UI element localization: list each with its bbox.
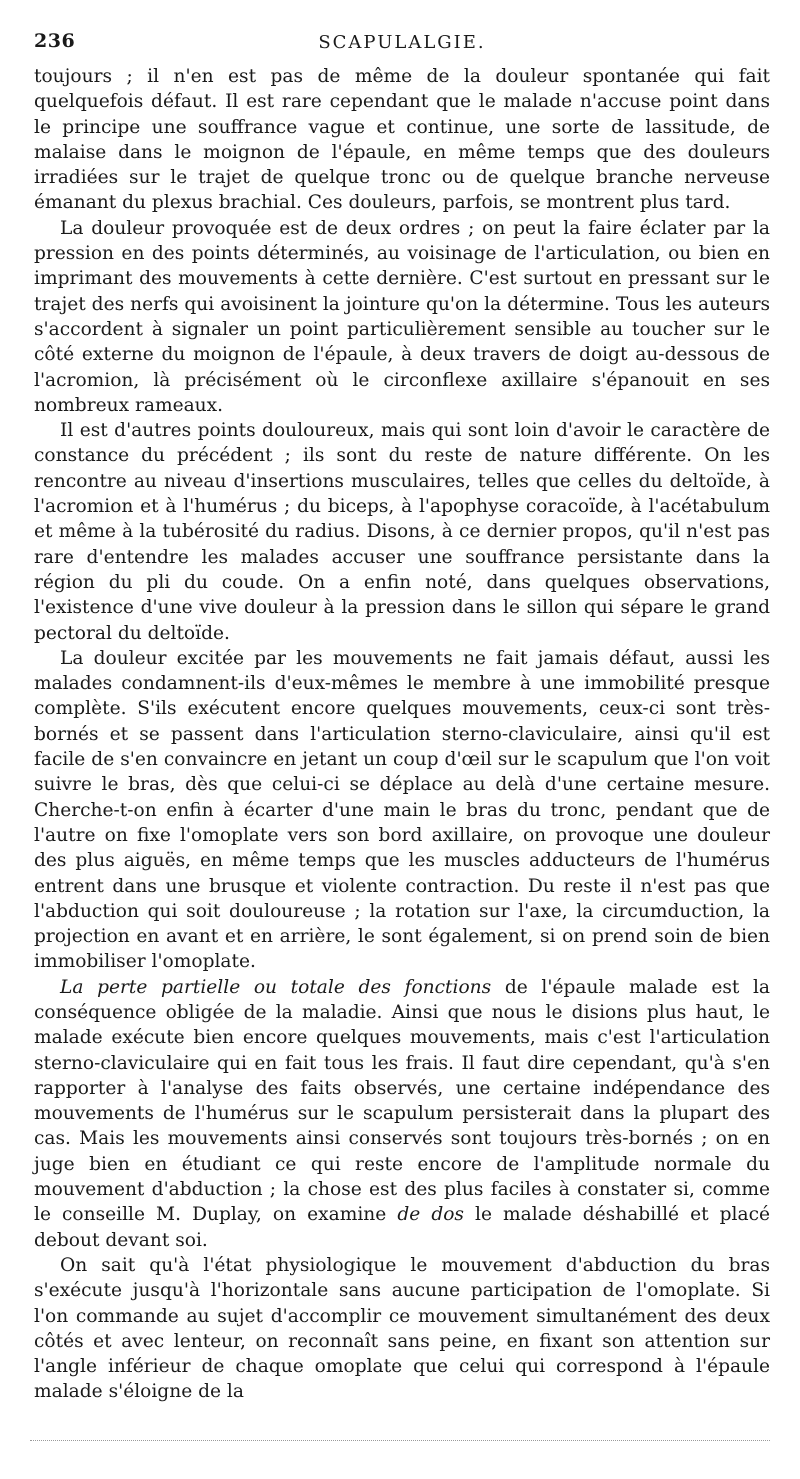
running-title: SCAPULALGIE. — [318, 32, 486, 53]
paragraph-text: de l'épaule malade est la conséquence obligée de la maladie. Ainsi que nous le disions plus haut, le malade exécute bien encore quelques mouvements, mais c'est l'articulation sterno-claviculaire qui en fait tous les frais. Il faut dire cependant, qu'à s'en rapporter à l'analyse des faits observés, une certaine indépendance des mouvements de l'humérus sur le scapulum persisterait dans la plupart des cas. Mais les mouvements ainsi conservés sont toujours très-bornés ; on en juge bien en étudiant ce qui reste encore de l'amplitude normale du mouvement d'abduction ; la chose est des plus faciles à constater si, comme le conseille M. Duplay, on examine — [34, 976, 771, 1226]
page-number: 236 — [34, 30, 76, 52]
paragraph-movement-pain: La douleur excitée par les mouvements ne fait jamais défaut, aussi les malades condamnent-ils d'eux-mêmes le membre à une immobilité presque complète. S'ils exécutent encore quelques mouvements, ceux-ci sont très-bornés et se passent dans l'articulation sterno-claviculaire, ainsi qu'il est facile de s'en convaincre en jetant un coup d'œil sur le scapulum que l'on voit suivre le bras, dès que celui-ci se déplace au delà d'une certaine mesure. Cherche-t-on enfin à écarter d'une main le bras du tronc, pendant que de l'autre on fixe l'omoplate vers son bord axillaire, on provoque une douleur des plus aiguës, en même temps que les muscles adducteurs de l'humérus entrent dans une brusque et violente contraction. Du reste il n'est pas que l'abduction qui soit douloureuse ; la rotation sur l'axe, la circumduction, la projection en avant et en arrière, le sont également, si on prend soin de bien immobiliser l'omoplate. — [34, 647, 770, 973]
italic-lead: La perte partielle ou totale des fonctions — [60, 976, 492, 998]
paragraph-continued: toujours ; il n'en est pas de même de la douleur spontanée qui fait quelquefois défaut. Il est rare cependant que le malade n'accuse point dans le principe une souffrance vague et continue, une sorte de lassitude, de malaise dans le moignon de l'épaule, en même temps que des douleurs irradiées sur le trajet de quelque tronc ou de quelque branche nerveuse émanant du plexus brachial. Ces douleurs, parfois, se montrent plus tard. — [34, 66, 770, 214]
paragraph-other-pain-points: Il est d'autres points douloureux, mais qui sont loin d'avoir le caractère de constance du précédent ; ils sont du reste de nature différente. On les rencontre au niveau d'insertions musculaires, telles que celles du deltoïde, à l'acromion et à l'humérus ; du biceps, à l'apophyse coracoïde, à l'acétabulum et même à la tubérosité du radius. Disons, à ce dernier propos, qu'il n'est pas rare d'entendre les malades accuser une souffrance persistante dans la région du pli du coude. On a enfin noté, dans quelques observations, l'existence d'une vive douleur à la pression dans le sillon qui sépare le grand pectoral du deltoïde. — [34, 420, 770, 644]
paragraph-text-end: le malade déshabillé et placé debout devant soi. — [34, 1204, 770, 1251]
book-page — [34, 20, 770, 1405]
paragraph-provoked-pain: La douleur provoquée est de deux ordres ; on peut la faire éclater par la pression en des points déterminés, au voisinage de l'articulation, ou bien en imprimant des mouvements à cette dernière. C'est surtout en pressant sur le trajet des nerfs qui avoisinent la jointure qu'on la détermine. Tous les auteurs s'accordent à signaler un point particulièrement sensible au toucher sur le côté externe du moignon de l'épaule, à deux travers de doigt au-dessous de l'acromion, là précisément où le circonflexe axillaire s'épanouit en ses nombreux rameaux. — [34, 217, 770, 416]
running-head — [34, 20, 770, 64]
paragraph-loss-of-function — [34, 975, 770, 1253]
italic-phrase: de dos — [397, 1204, 464, 1226]
footer-rule — [30, 1440, 770, 1441]
paragraph-physiological-state: On sait qu'à l'état physiologique le mouvement d'abduction du bras s'exécute jusqu'à l'horizontale sans aucune participation de l'omoplate. Si l'on commande au sujet d'accomplir ce mouvement simultanément des deux côtés et avec lenteur, on reconnaît sans peine, en fixant son attention sur l'angle inférieur de chaque omoplate que celui qui correspond à l'épaule malade s'éloigne de la — [34, 1254, 770, 1403]
body-text — [34, 64, 770, 1405]
